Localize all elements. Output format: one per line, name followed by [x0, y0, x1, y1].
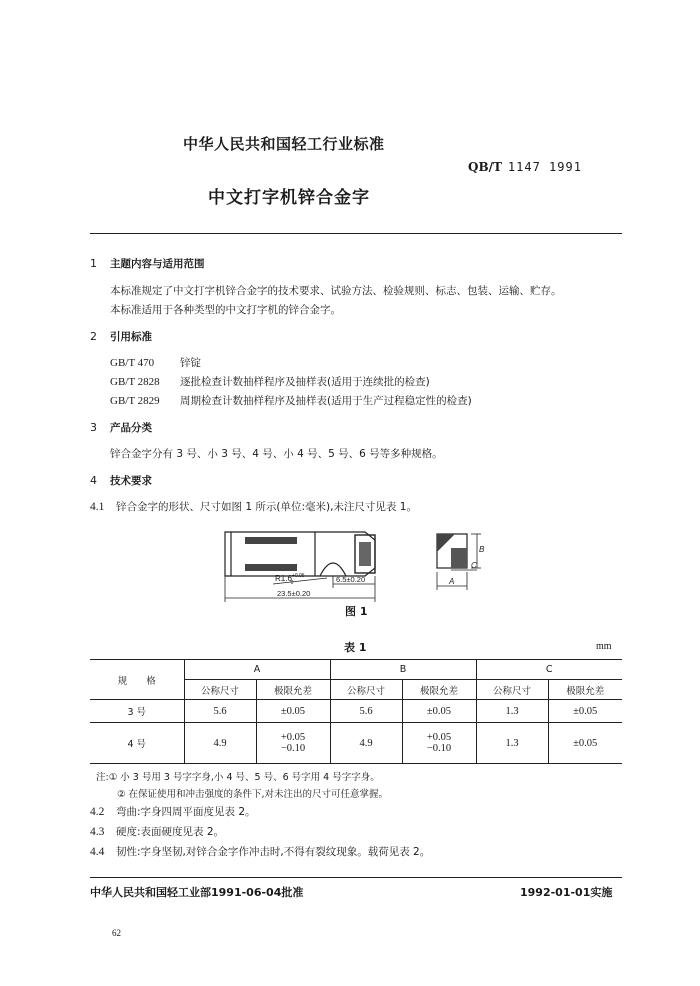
clause-4-1: 4.1 锌合金字的形状、尺寸如图 1 所示(单位:毫米),未注尺寸见表 1。: [90, 501, 417, 513]
table-cell-spec: 4 号: [90, 723, 184, 764]
table-cell: 4.9: [330, 723, 402, 764]
side-view-face: [451, 548, 467, 568]
table-1: [90, 659, 622, 764]
header-rule: [90, 233, 622, 234]
table-cell: 4.9: [184, 723, 256, 764]
table-1-unit: mm: [596, 641, 612, 652]
table-cell-spec: 3 号: [90, 700, 184, 723]
implementation-line: 1992-01-01实施: [520, 886, 613, 899]
section-1-para-2: 本标准适用于各种类型的中文打字机的锌合金字。: [110, 304, 341, 316]
table-cell: ±0.05: [548, 700, 622, 723]
table-cell: ±0.05: [256, 700, 330, 723]
table-cell: 5.6: [184, 700, 256, 723]
issuing-body: 中华人民共和国轻工行业标准: [183, 135, 385, 153]
reference-item: GB/T 2828 逐批检查计数抽样程序及抽样表(适用于连续批的检查): [110, 376, 430, 388]
table-1-caption: 表 1: [344, 641, 367, 654]
table-cell: ±0.05: [402, 700, 476, 723]
reference-item: GB/T 2829 周期检查计数抽样程序及抽样表(适用于生产过程稳定性的检查): [110, 395, 472, 407]
standard-code-prefix: QB/T: [468, 160, 502, 174]
table-note-1: 注:① 小 3 号用 3 号字字身,小 4 号、5 号、6 号字用 4 号字字身。: [96, 772, 380, 783]
document-title: 中文打字机锌合金字: [208, 188, 370, 208]
dim-label-c: C: [471, 561, 477, 570]
table-subheader: 极限允差: [548, 680, 622, 700]
standard-code-number: 1147 1991: [507, 160, 582, 174]
section-1-heading: 1 主题内容与适用范围: [90, 257, 205, 270]
table-header-group-c: C: [476, 660, 622, 680]
table-cell-stacked: +0.05 −0.10: [256, 723, 330, 764]
figure-1-caption: 图 1: [345, 605, 368, 618]
footer-rule: [90, 877, 622, 878]
clause-4-4: 4.4 韧性:字身坚韧,对锌合金字作冲击时,不得有裂纹现象。载荷见表 2。: [90, 846, 431, 858]
dim-length: 23.5±0.20: [277, 589, 311, 598]
dim-label-b: B: [479, 545, 485, 554]
table-header-group-b: B: [330, 660, 476, 680]
table-subheader: 公称尺寸: [184, 680, 256, 700]
section-3-para-1: 锌合金字分有 3 号、小 3 号、4 号、小 4 号、5 号、6 号等多种规格。: [110, 448, 443, 460]
table-subheader: 公称尺寸: [330, 680, 402, 700]
dim-label-a: A: [449, 577, 455, 586]
table-subheader: 极限允差: [256, 680, 330, 700]
character-face-inner: [359, 542, 371, 566]
approval-line: 中华人民共和国轻工业部1991-06-04批准: [90, 886, 304, 899]
figure-1-drawing: [215, 520, 485, 605]
table-cell: 5.6: [330, 700, 402, 723]
table-cell-stacked: +0.05 −0.10: [402, 723, 476, 764]
clause-4-2: 4.2 弯曲:字身四周平面度见表 2。: [90, 806, 256, 818]
section-4-heading: 4 技术要求: [90, 474, 152, 487]
table-cell: 1.3: [476, 723, 548, 764]
table-header-group-a: A: [184, 660, 330, 680]
dim-mid: 6.5±0.20: [336, 575, 366, 584]
table-row: [90, 723, 622, 764]
reference-item: GB/T 470 锌锭: [110, 357, 201, 369]
clause-4-3: 4.3 硬度:表面硬度见表 2。: [90, 826, 225, 838]
section-3-heading: 3 产品分类: [90, 421, 152, 434]
section-1-para-1: 本标准规定了中文打字机锌合金字的技术要求、试验方法、检验规则、标志、包装、运输、贮存。: [110, 285, 562, 297]
standard-code: [468, 160, 582, 174]
section-2-heading: 2 引用标准: [90, 330, 152, 343]
table-header-spec: 规 格: [90, 660, 184, 700]
table-cell: 1.3: [476, 700, 548, 723]
table-note-2: ② 在保证使用和冲击强度的条件下,对未注出的尺寸可任意掌握。: [117, 789, 389, 800]
upper-groove: [245, 537, 297, 544]
lower-groove: [245, 564, 297, 571]
dim-radius: $R1.6^{+0.05}$ 0: [275, 573, 305, 586]
table-subheader: 公称尺寸: [476, 680, 548, 700]
table-cell: ±0.05: [548, 723, 622, 764]
page-number: 62: [112, 928, 121, 938]
table-row: [90, 700, 622, 723]
table-subheader: 极限允差: [402, 680, 476, 700]
